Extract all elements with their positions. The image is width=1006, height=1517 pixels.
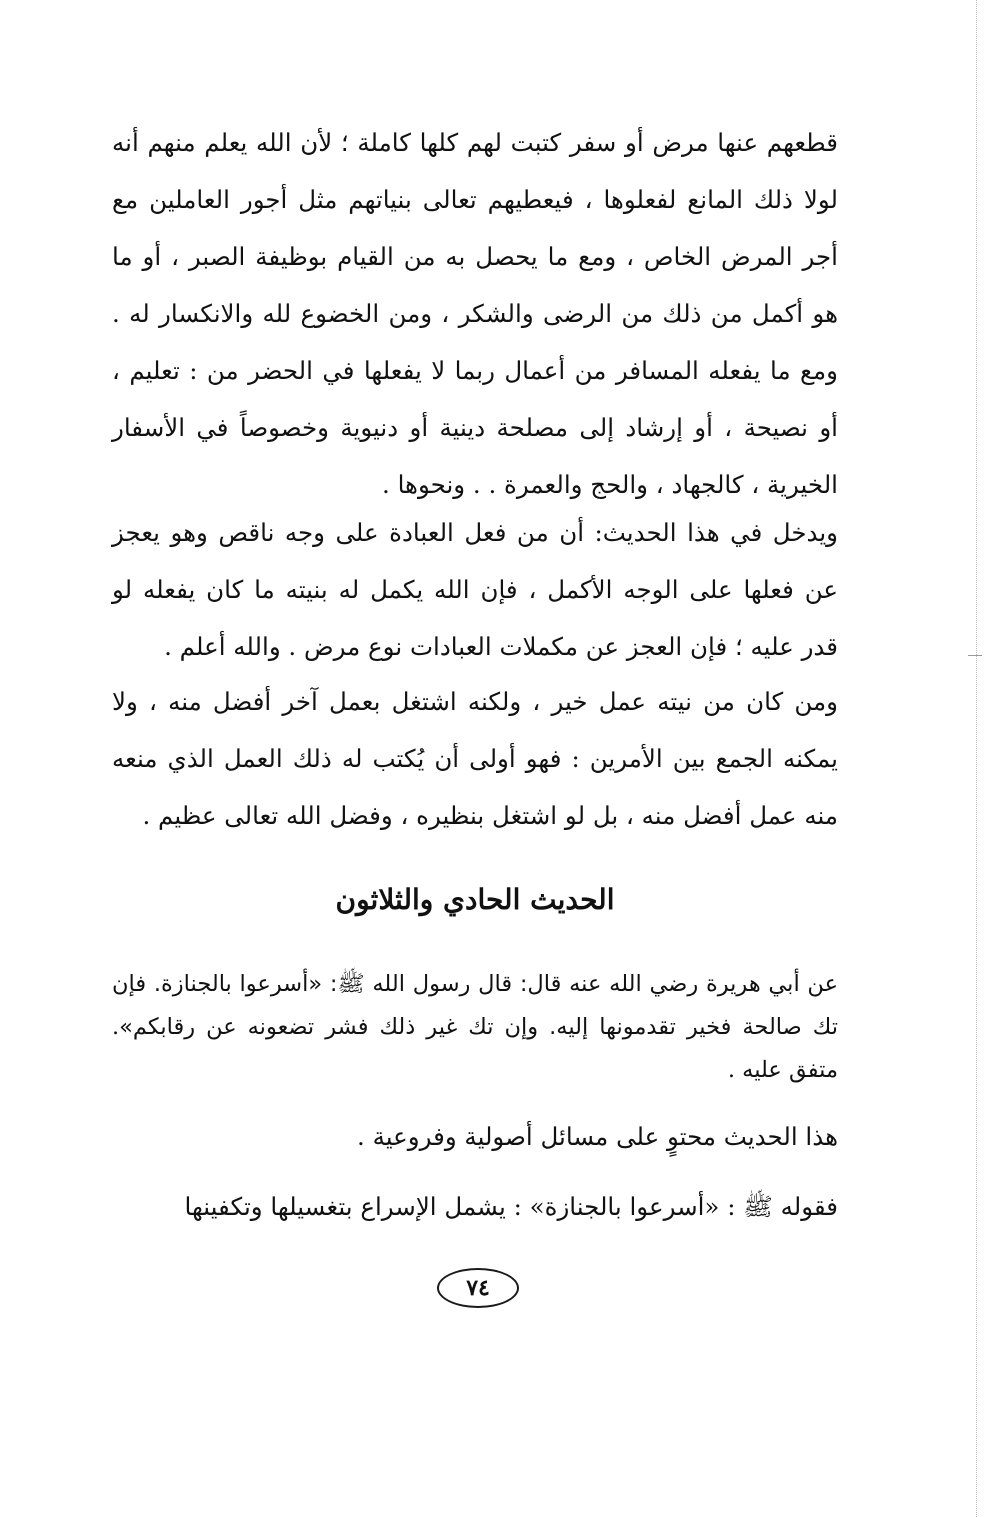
page-edge-tick	[968, 655, 982, 656]
paragraph-3	[112, 673, 838, 844]
hadith-text-block	[112, 963, 838, 1092]
paragraph-3-text: ومن كان من نيته عمل خير ، ولكنه اشتغل بعمل آخر أفضل منه ، ولا يمكنه الجمع بين الأمرين : فهو أولى أن يُكتب له ذلك العمل الذي منعه منه عمل أفضل منه ، بل لو اشتغل بنظيره ، وفضل الله تعالى عظيم .	[112, 687, 838, 830]
paragraph-1-text: قطعهم عنها مرض أو سفر كتبت لهم كلها كاملة ؛ لأن الله يعلم منهم أنه لولا ذلك المانع لفعلوها ، فيعطيهم تعالى بنياتهم مثل أجور العاملين مع أجر المرض الخاص ، ومع ما يحصل به من القيام بوظيفة الصبر ، أو ما هو أكمل من ذلك من الرضى والشكر ، ومن الخضوع لله والانكسار له . ومع ما يفعله المسافر من أعمال ربما لا يفعلها في الحضر من : تعليم ، أو نصيحة ، أو إرشاد إلى مصلحة دينية أو دنيوية وخصوصاً في الأسفار الخيرية ، كالجهاد ، والحج والعمرة . . ونحوها .	[112, 128, 838, 499]
paragraph-2-text: ويدخل في هذا الحديث: أن من فعل العبادة على وجه ناقص وهو يعجز عن فعلها على الوجه الأكمل ، فإن الله يكمل له بنيته ما كان يفعله لو قدر عليه ؛ فإن العجز عن مكملات العبادات نوع مرض . والله أعلم .	[112, 518, 838, 661]
hadith-source: . متفق عليه .	[112, 1014, 838, 1083]
paragraph-7: فقوله ﷺ : «أسرعوا بالجنازة» : يشمل الإسراع بتغسيلها وتكفينها	[184, 1192, 838, 1221]
page-number: ٧٤	[466, 1275, 490, 1301]
paragraph-1	[112, 114, 838, 513]
paragraph-6: هذا الحديث محتوٍ على مسائل أصولية وفروعية .	[357, 1122, 838, 1151]
paragraph-2	[112, 504, 838, 675]
hadith-heading: الحديث الحادي والثلاثون	[335, 883, 615, 916]
page-edge-line	[976, 0, 977, 1517]
page-number-oval	[437, 1268, 519, 1308]
hadith-text	[112, 963, 838, 1092]
hadith-body: عن أبي هريرة رضي الله عنه قال: قال رسول الله ﷺ: «أسرعوا بالجنازة. فإن تك صالحة فخير تقدمونها إليه. وإن تك غير ذلك فشر تضعونه عن رقابكم»	[112, 971, 838, 1040]
